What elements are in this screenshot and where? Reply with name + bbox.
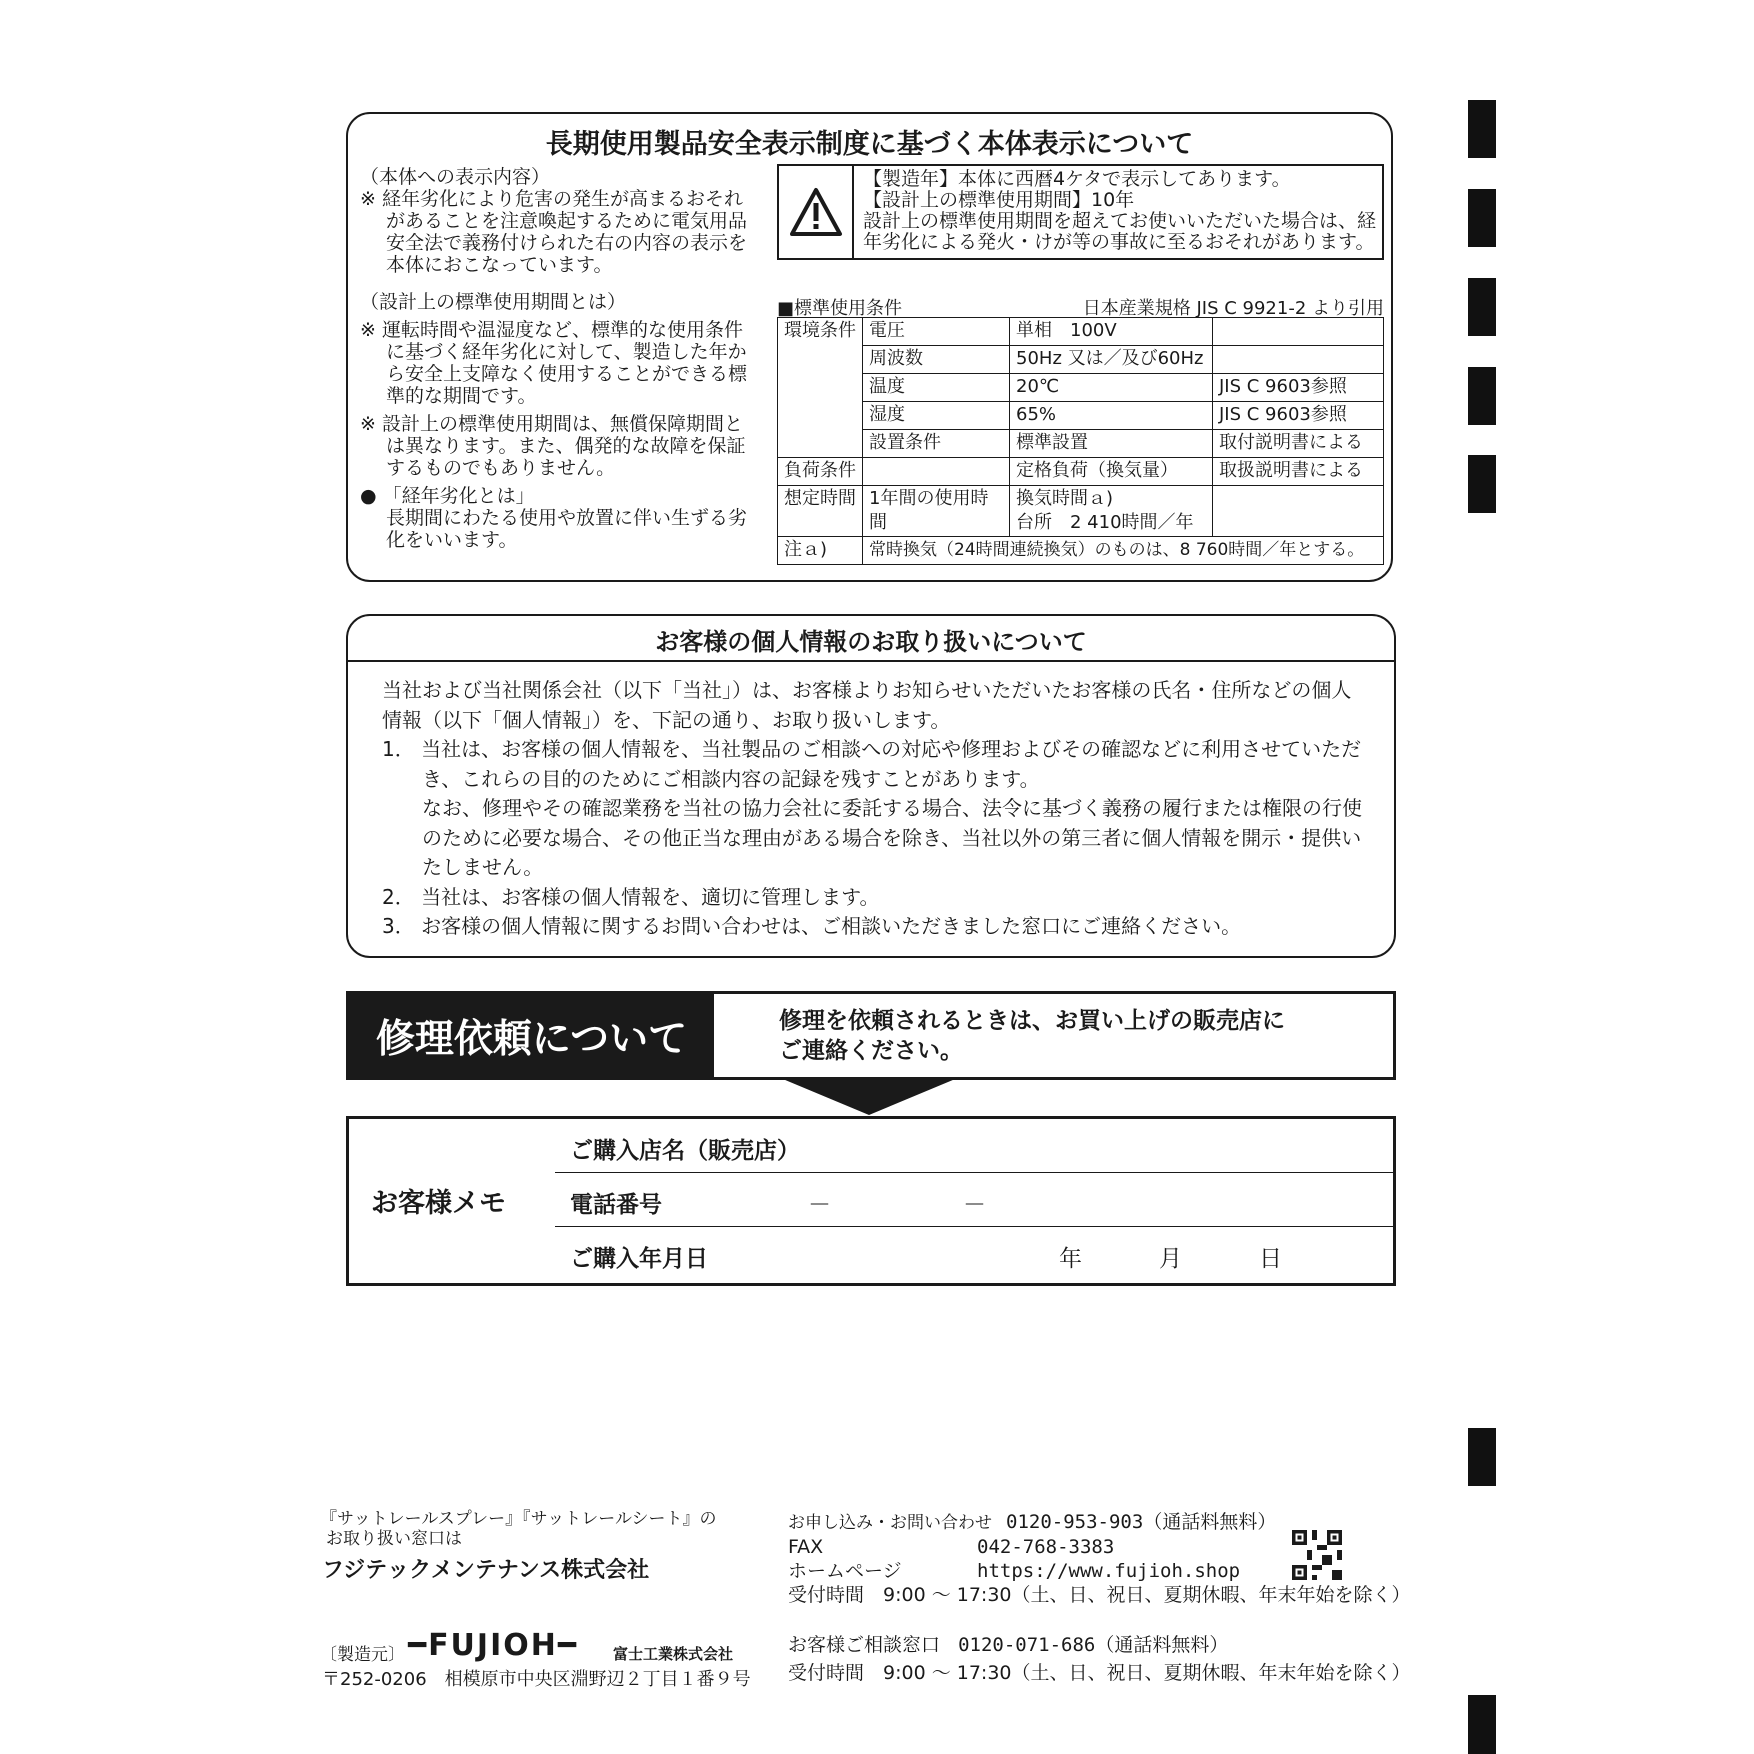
edge-mark xyxy=(1468,189,1496,247)
footnote-text: 常時換気（24時間連続換気）のものは、8 760時間／年とする。 xyxy=(863,537,1384,565)
fujioh-logo: ━FUJIOH━ xyxy=(408,1628,578,1663)
table-row xyxy=(778,346,1384,374)
table-cell: 設置条件 xyxy=(863,430,1010,458)
privacy-item-2: 2． 当社は、お客様の個人情報を、適切に管理します。 xyxy=(382,884,880,909)
privacy-item-1: 1． 当社は、お客様の個人情報を、当社製品のご相談への対応や修理およびその確認などに利用させていただき、これらの目的のためにご相談内容の記録を残すことがあります。 xyxy=(382,737,1362,791)
warning-triangle-icon xyxy=(779,166,854,258)
memo-label: お客様メモ xyxy=(371,1188,506,1219)
table-cell: 取扱説明書による xyxy=(1213,458,1384,486)
repair-title: 修理依頼について xyxy=(349,994,714,1077)
table-cell xyxy=(863,458,1010,486)
privacy-item-3: 3． お客様の個人情報に関するお問い合わせは、ご相談いただきました窓口にご連絡ください。 xyxy=(382,914,1242,938)
phone-label: 電話番号 xyxy=(570,1192,662,1218)
edge-mark xyxy=(1468,278,1496,336)
table-row xyxy=(778,430,1384,458)
edge-mark xyxy=(1468,455,1496,513)
address: 〒252-0206 相模原市中央区淵野辺２丁目１番９号 xyxy=(322,1669,751,1690)
store-label: ご購入店名（販売店） xyxy=(570,1138,800,1164)
phone-dash: － xyxy=(808,1192,831,1218)
web-line: ホームページ https://www.fujioh.shop xyxy=(788,1560,1241,1582)
store-row xyxy=(555,1119,1393,1173)
period-heading: （設計上の標準使用期間とは） xyxy=(360,291,627,313)
divider xyxy=(348,660,1394,662)
date-label: ご購入年月日 xyxy=(570,1246,708,1272)
table-cell xyxy=(1213,486,1384,537)
customer-memo xyxy=(346,1116,1396,1286)
table-cell: 温度 xyxy=(863,374,1010,402)
date-row xyxy=(555,1227,1393,1280)
privacy-title: お客様の個人情報のお取り扱いについて xyxy=(655,628,1087,656)
standard-conditions-table xyxy=(777,317,1384,565)
month-label: 月 xyxy=(1159,1246,1182,1272)
qr-code-icon[interactable] xyxy=(1292,1530,1342,1580)
table-cell: JIS C 9603参照 xyxy=(1213,374,1384,402)
time-label: 想定時間 xyxy=(778,486,863,537)
table-row xyxy=(778,374,1384,402)
repair-banner xyxy=(346,991,1396,1080)
table-cell: 65% xyxy=(1010,402,1213,430)
inquiry-line: お申し込み・お問い合わせ 0120-953-903（通話料無料） xyxy=(788,1511,1277,1533)
env-label: 環境条件 xyxy=(778,318,863,458)
maintenance-company: フジテックメンテナンス株式会社 xyxy=(322,1558,650,1583)
table-row xyxy=(778,486,1384,537)
warning-label xyxy=(777,164,1384,260)
aging-note: ● 「経年劣化とは」 長期間にわたる使用や放置に伴い生ずる劣化をいいます。 xyxy=(360,485,748,551)
table-row xyxy=(778,458,1384,486)
table-row xyxy=(778,537,1384,565)
phone-row xyxy=(555,1173,1393,1227)
period-note-1: ※ 運転時間や温湿度など、標準的な使用条件に基づく経年劣化に対して、製造した年から安全上支障なく使用することができる標準的な期間です。 xyxy=(360,319,748,407)
table-cell: 周波数 xyxy=(863,346,1010,374)
table-title: ■標準使用条件 xyxy=(777,298,903,319)
table-cell: 取付説明書による xyxy=(1213,430,1384,458)
privacy-intro: 当社および当社関係会社（以下「当社」）は、お客様よりお知らせいただいたお客様の氏名・住所などの個人情報（以下「個人情報」）を、下記の通り、お取り扱いします。 xyxy=(382,678,1352,732)
table-cell: 1年間の使用時間 xyxy=(863,486,1010,537)
hours-2: 受付時間 9:00 ～ 17:30（土、日、祝日、夏期休暇、年末年始を除く） xyxy=(788,1662,1411,1684)
table-cell: 定格負荷（換気量） xyxy=(1010,458,1213,486)
table-cell xyxy=(1213,346,1384,374)
table-cell: 電圧 xyxy=(863,318,1010,346)
footnote-label: 注ａ) xyxy=(778,537,863,565)
consult-line: お客様ご相談窓口 0120-071-686（通話料無料） xyxy=(788,1634,1229,1656)
table-cell: 湿度 xyxy=(863,402,1010,430)
display-heading: （本体への表示内容） xyxy=(360,166,551,188)
edge-mark xyxy=(1468,367,1496,425)
table-cell: 標準設置 xyxy=(1010,430,1213,458)
fax-line: FAX 042-768-3383 xyxy=(788,1536,1115,1558)
hours-1: 受付時間 9:00 ～ 17:30（土、日、祝日、夏期休暇、年末年始を除く） xyxy=(788,1584,1411,1606)
web-link[interactable]: https://www.fujioh.shop xyxy=(977,1560,1241,1582)
privacy-section xyxy=(346,614,1396,958)
table-cell: JIS C 9603参照 xyxy=(1213,402,1384,430)
table-cell: 換気時間ａ) 台所 2 410時間／年 xyxy=(1010,486,1213,537)
table-row xyxy=(778,402,1384,430)
table-cell xyxy=(1213,318,1384,346)
maker-company: 富士工業株式会社 xyxy=(613,1645,734,1663)
table-source: 日本産業規格 JIS C 9921-2 より引用 xyxy=(1082,298,1384,319)
load-label: 負荷条件 xyxy=(778,458,863,486)
down-arrow-icon xyxy=(778,1077,960,1117)
warning-text: 【製造年】本体に西暦4ケタで表示してあります。 【設計上の標準使用期間】10年 設計上の標準使用期間を超えてお使いいただいた場合は、経年劣化による発火・けが等の事故に至るおそれがあります。 xyxy=(863,168,1377,253)
maker-label: 〔製造元〕 xyxy=(320,1645,405,1665)
longterm-section xyxy=(346,112,1393,582)
edge-mark xyxy=(1468,100,1496,158)
products-note: 『サットレールスプレー』『サットレールシート』の お取り扱い窓口は xyxy=(320,1509,717,1549)
display-note: ※ 経年劣化により危害の発生が高まるおそれがあることを注意喚起するために電気用品安全法で義務付けられた右の内容の表示を本体におこなっています。 xyxy=(360,188,748,276)
display-content xyxy=(360,166,760,276)
table-cell: 単相 100V xyxy=(1010,318,1213,346)
year-label: 年 xyxy=(1059,1246,1082,1272)
longterm-title: 長期使用製品安全表示制度に基づく本体表示について xyxy=(545,129,1194,160)
period-content xyxy=(360,291,760,551)
day-label: 日 xyxy=(1259,1246,1282,1272)
privacy-body xyxy=(382,676,1364,942)
privacy-item-1-sub: なお、修理やその確認業務を当社の協力会社に委託する場合、法令に基づく義務の履行または権限の行使のために必要な場合、その他正当な理由がある場合を除き、当社以外の第三者に個人情報を開示・提供いたしません。 xyxy=(422,796,1362,879)
table-row xyxy=(778,318,1384,346)
period-note-2: ※ 設計上の標準使用期間は、無償保障期間とは異なります。また、偶発的な故障を保証するものでもありません。 xyxy=(360,413,746,479)
phone-dash: － xyxy=(963,1192,986,1218)
edge-mark xyxy=(1468,1428,1496,1486)
table-cell: 20℃ xyxy=(1010,374,1213,402)
edge-mark xyxy=(1468,1695,1496,1754)
repair-message: 修理を依頼されるときは、お買い上げの販売店に ご連絡ください。 xyxy=(779,1008,1285,1064)
table-cell: 50Hz 又は／及び60Hz xyxy=(1010,346,1213,374)
